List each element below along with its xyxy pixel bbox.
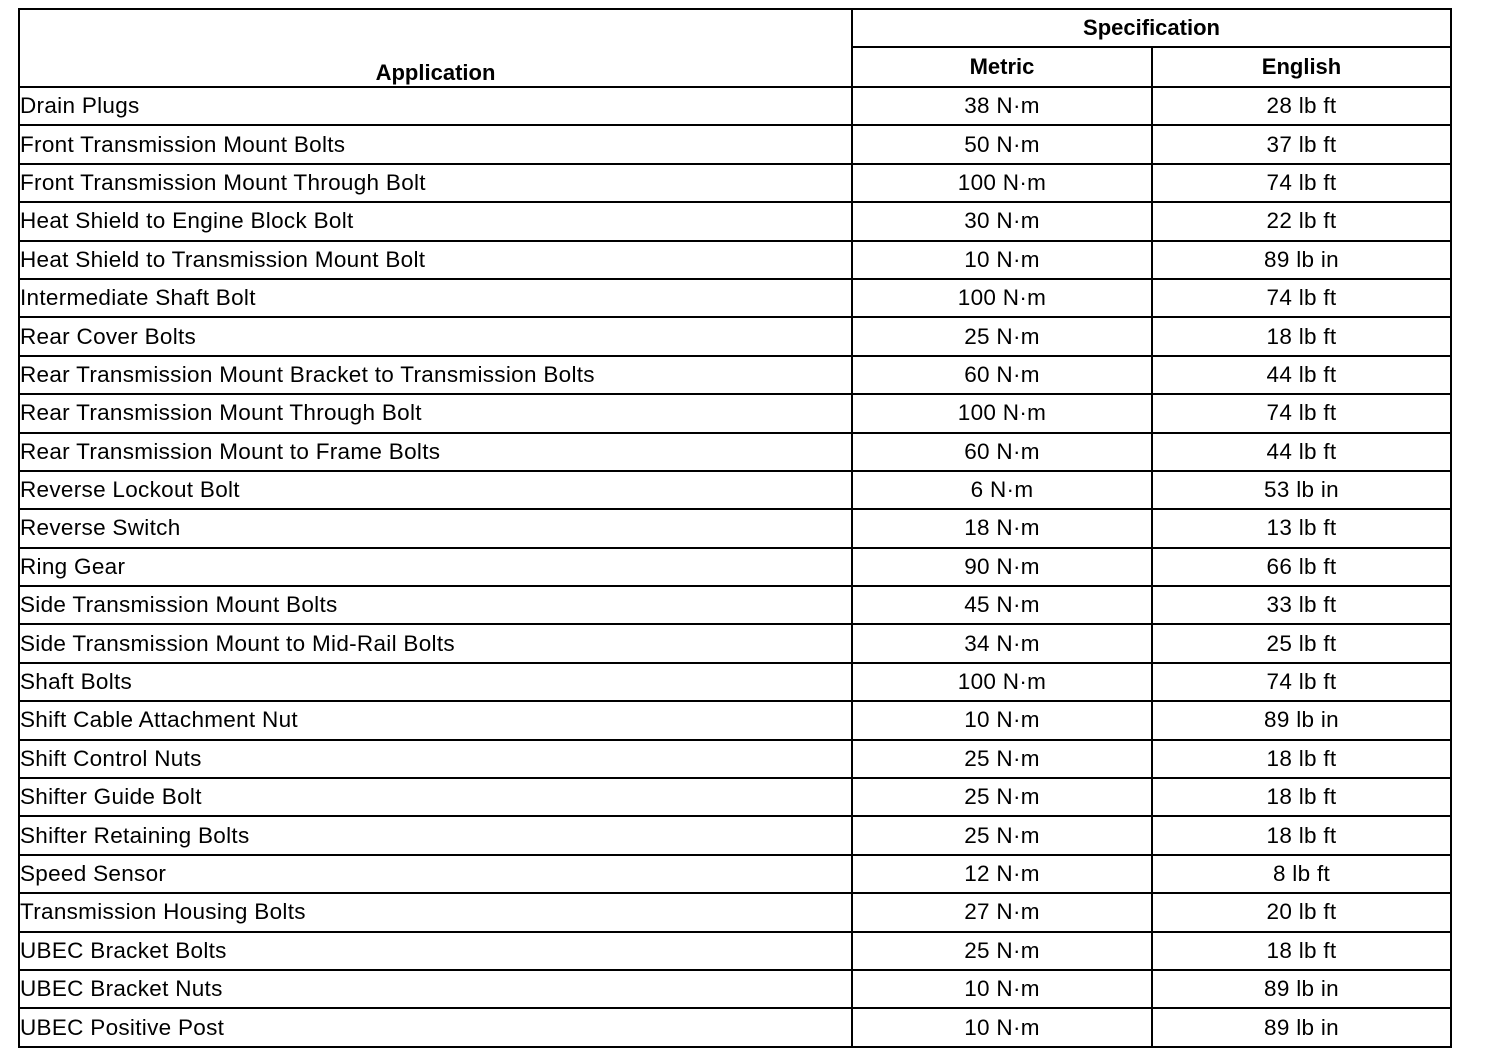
english-value-cell: 89 lb in [1152, 241, 1451, 279]
metric-value-cell: 25 N·m [852, 932, 1152, 970]
application-cell: Heat Shield to Transmission Mount Bolt [19, 241, 852, 279]
english-value-cell: 20 lb ft [1152, 893, 1451, 931]
english-value-cell: 18 lb ft [1152, 317, 1451, 355]
english-value-cell: 25 lb ft [1152, 624, 1451, 662]
table-row [19, 509, 1451, 547]
application-cell: Side Transmission Mount Bolts [19, 586, 852, 624]
metric-value-cell: 25 N·m [852, 778, 1152, 816]
english-value-cell: 13 lb ft [1152, 509, 1451, 547]
metric-value-cell: 10 N·m [852, 701, 1152, 739]
metric-value-cell: 12 N·m [852, 855, 1152, 893]
application-cell: Transmission Housing Bolts [19, 893, 852, 931]
metric-value-cell: 60 N·m [852, 356, 1152, 394]
application-cell: Shaft Bolts [19, 663, 852, 701]
table-body [19, 87, 1451, 1047]
table-row [19, 816, 1451, 854]
english-value-cell: 22 lb ft [1152, 202, 1451, 240]
metric-value-cell: 18 N·m [852, 509, 1152, 547]
application-cell: Front Transmission Mount Bolts [19, 125, 852, 163]
application-cell: Speed Sensor [19, 855, 852, 893]
table-row [19, 356, 1451, 394]
application-column-header: Application [19, 9, 852, 87]
application-cell: Reverse Switch [19, 509, 852, 547]
table-row [19, 586, 1451, 624]
metric-value-cell: 10 N·m [852, 241, 1152, 279]
table-row [19, 893, 1451, 931]
table-row [19, 932, 1451, 970]
english-value-cell: 18 lb ft [1152, 816, 1451, 854]
table-row [19, 740, 1451, 778]
metric-value-cell: 38 N·m [852, 87, 1152, 125]
metric-value-cell: 27 N·m [852, 893, 1152, 931]
application-cell: Rear Transmission Mount Bracket to Transmission Bolts [19, 356, 852, 394]
metric-value-cell: 100 N·m [852, 279, 1152, 317]
english-value-cell: 53 lb in [1152, 471, 1451, 509]
english-value-cell: 89 lb in [1152, 701, 1451, 739]
table-row [19, 394, 1451, 432]
metric-value-cell: 100 N·m [852, 663, 1152, 701]
table-row [19, 701, 1451, 739]
table-row [19, 663, 1451, 701]
application-cell: Shifter Guide Bolt [19, 778, 852, 816]
application-cell: Rear Cover Bolts [19, 317, 852, 355]
table-row [19, 1008, 1451, 1046]
application-cell: Rear Transmission Mount Through Bolt [19, 394, 852, 432]
english-value-cell: 74 lb ft [1152, 663, 1451, 701]
metric-value-cell: 90 N·m [852, 548, 1152, 586]
application-cell: Ring Gear [19, 548, 852, 586]
application-cell: Drain Plugs [19, 87, 852, 125]
table-row [19, 317, 1451, 355]
english-column-header: English [1152, 47, 1451, 87]
table-row [19, 970, 1451, 1008]
metric-value-cell: 100 N·m [852, 164, 1152, 202]
metric-value-cell: 25 N·m [852, 816, 1152, 854]
application-cell: UBEC Positive Post [19, 1008, 852, 1046]
table-row [19, 471, 1451, 509]
metric-value-cell: 10 N·m [852, 1008, 1152, 1046]
english-value-cell: 89 lb in [1152, 1008, 1451, 1046]
application-cell: Shifter Retaining Bolts [19, 816, 852, 854]
metric-value-cell: 25 N·m [852, 740, 1152, 778]
table-row [19, 624, 1451, 662]
application-cell: UBEC Bracket Nuts [19, 970, 852, 1008]
application-cell: Intermediate Shaft Bolt [19, 279, 852, 317]
metric-value-cell: 45 N·m [852, 586, 1152, 624]
table-row [19, 778, 1451, 816]
metric-value-cell: 50 N·m [852, 125, 1152, 163]
english-value-cell: 66 lb ft [1152, 548, 1451, 586]
english-value-cell: 18 lb ft [1152, 932, 1451, 970]
table-row [19, 433, 1451, 471]
application-cell: Heat Shield to Engine Block Bolt [19, 202, 852, 240]
application-cell: Side Transmission Mount to Mid-Rail Bolts [19, 624, 852, 662]
metric-value-cell: 34 N·m [852, 624, 1152, 662]
english-value-cell: 44 lb ft [1152, 356, 1451, 394]
english-value-cell: 18 lb ft [1152, 740, 1451, 778]
english-value-cell: 44 lb ft [1152, 433, 1451, 471]
metric-value-cell: 6 N·m [852, 471, 1152, 509]
metric-value-cell: 10 N·m [852, 970, 1152, 1008]
table-row [19, 125, 1451, 163]
application-cell: Shift Control Nuts [19, 740, 852, 778]
application-cell: UBEC Bracket Bolts [19, 932, 852, 970]
table-row [19, 279, 1451, 317]
specification-group-header: Specification [852, 9, 1451, 47]
table-row [19, 87, 1451, 125]
table-row [19, 548, 1451, 586]
english-value-cell: 8 lb ft [1152, 855, 1451, 893]
torque-specification-table [18, 8, 1452, 1048]
metric-value-cell: 25 N·m [852, 317, 1152, 355]
english-value-cell: 37 lb ft [1152, 125, 1451, 163]
metric-value-cell: 60 N·m [852, 433, 1152, 471]
english-value-cell: 89 lb in [1152, 970, 1451, 1008]
english-value-cell: 18 lb ft [1152, 778, 1451, 816]
metric-value-cell: 30 N·m [852, 202, 1152, 240]
application-cell: Reverse Lockout Bolt [19, 471, 852, 509]
application-cell: Front Transmission Mount Through Bolt [19, 164, 852, 202]
english-value-cell: 74 lb ft [1152, 394, 1451, 432]
english-value-cell: 33 lb ft [1152, 586, 1451, 624]
metric-column-header: Metric [852, 47, 1152, 87]
english-value-cell: 74 lb ft [1152, 279, 1451, 317]
table-row [19, 164, 1451, 202]
metric-value-cell: 100 N·m [852, 394, 1152, 432]
english-value-cell: 74 lb ft [1152, 164, 1451, 202]
application-cell: Shift Cable Attachment Nut [19, 701, 852, 739]
table-row [19, 241, 1451, 279]
table-row [19, 855, 1451, 893]
application-cell: Rear Transmission Mount to Frame Bolts [19, 433, 852, 471]
table-row [19, 202, 1451, 240]
english-value-cell: 28 lb ft [1152, 87, 1451, 125]
